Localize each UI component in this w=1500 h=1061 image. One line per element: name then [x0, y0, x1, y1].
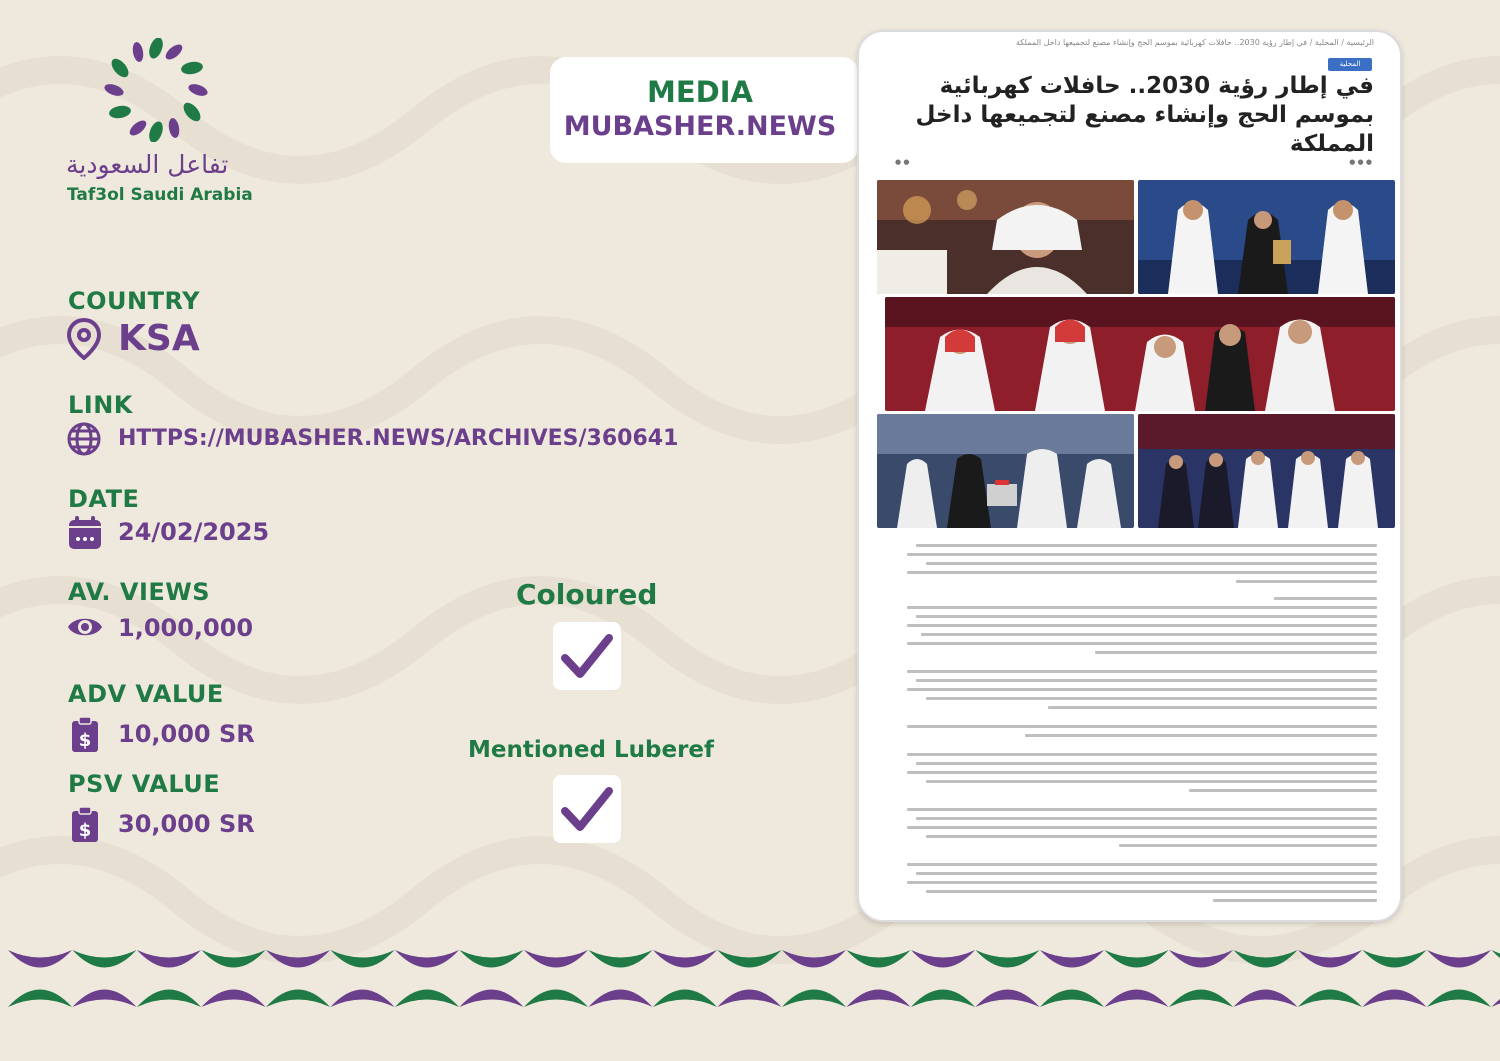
article-share: ● ●: [895, 158, 910, 166]
country-label: COUNTRY: [68, 287, 201, 315]
article-photo: [1138, 414, 1395, 528]
article-headline: في إطار رؤية 2030.. حافلات كهربائية بموسم الحج وإنشاء مصنع لتجميعها داخل المملكة: [915, 73, 1374, 157]
adv-value: 10,000 SR: [118, 720, 255, 748]
category-tag: المحلية: [1328, 58, 1372, 71]
country-value: KSA: [118, 318, 200, 359]
article-meta: ● ● ●: [1349, 158, 1372, 166]
link-value[interactable]: HTTPS://MUBASHER.NEWS/ARCHIVES/360641: [118, 426, 679, 451]
decorative-band: [0, 945, 1500, 1015]
money-clipboard-icon: [70, 806, 100, 844]
coloured-checkbox: [553, 622, 621, 690]
eye-icon: [66, 612, 104, 642]
money-clipboard-icon: [70, 716, 100, 754]
globe-icon: [66, 421, 102, 457]
date-value: 24/02/2025: [118, 518, 270, 546]
media-outlet: MUBASHER.NEWS: [563, 111, 837, 142]
brand-name-arabic: تفاعل السعودية: [66, 150, 229, 179]
article-body: [907, 544, 1377, 908]
mentioned-label: Mentioned Luberef: [468, 737, 715, 763]
media-card: [550, 57, 858, 163]
views-value: 1,000,000: [118, 614, 254, 642]
article-photo: [1138, 180, 1395, 294]
article-photo: [877, 414, 1134, 528]
svg-text:$: $: [78, 820, 92, 841]
checkmark-icon: [553, 775, 621, 843]
link-label: LINK: [68, 391, 133, 419]
checkmark-icon: [553, 622, 621, 690]
date-label: DATE: [68, 485, 140, 513]
article-screenshot: [857, 30, 1402, 922]
svg-text:$: $: [78, 730, 92, 751]
breadcrumb: الرئيسية / المحلية / في إطار رؤية 2030.. حافلات كهربائية بموسم الحج وإنشاء مصنع لتجميعها داخل المملكة: [1015, 38, 1374, 47]
article-photo: [877, 180, 1134, 294]
psv-label: PSV VALUE: [68, 770, 221, 798]
views-label: AV. VIEWS: [68, 578, 211, 606]
calendar-icon: [66, 514, 104, 552]
mentioned-checkbox: [553, 775, 621, 843]
brand-logo-icon: [98, 38, 214, 142]
media-label: MEDIA: [647, 75, 753, 109]
article-photo: [885, 297, 1395, 411]
adv-label: ADV VALUE: [68, 680, 224, 708]
brand-name-english: Taf3ol Saudi Arabia: [67, 185, 253, 205]
location-pin-icon: [66, 318, 102, 360]
psv-value: 30,000 SR: [118, 810, 255, 838]
coloured-label: Coloured: [516, 578, 658, 611]
